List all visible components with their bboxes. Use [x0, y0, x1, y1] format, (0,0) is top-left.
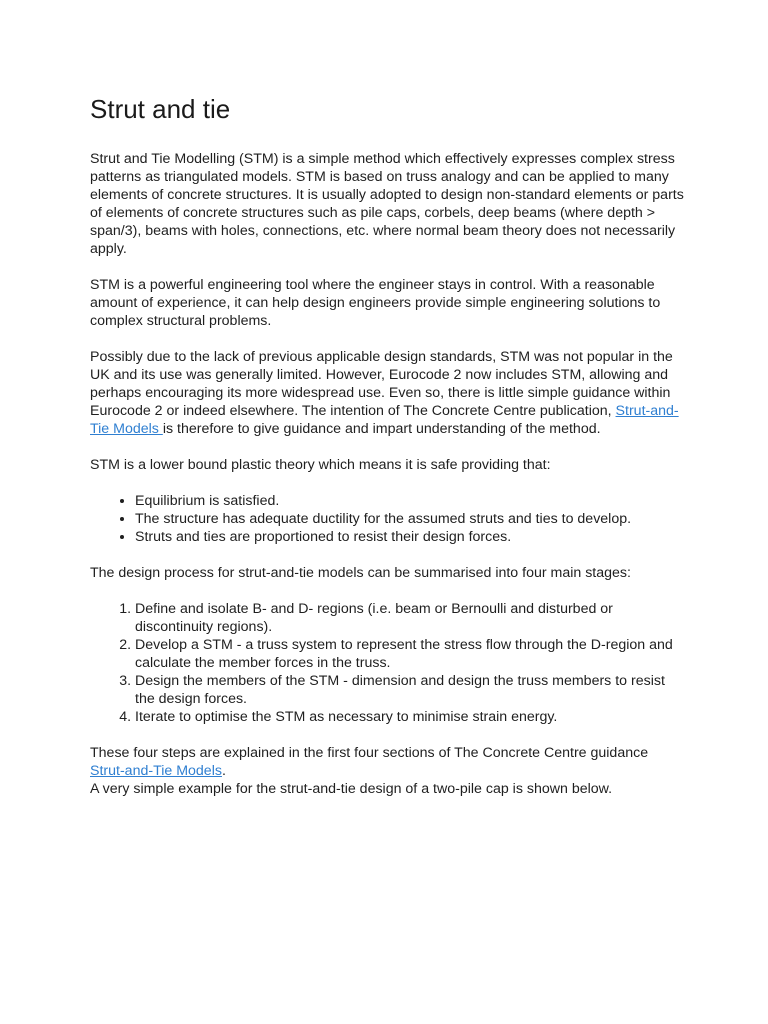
list-item: 1. Define and isolate B- and D- regions (i.e. beam or Bernoulli and disturbed or discontinuity regions).: [135, 600, 686, 636]
list-item: • The structure has adequate ductility for the assumed struts and ties to develop.: [135, 510, 686, 528]
example-paragraph: A very simple example for the strut-and-tie design of a two-pile cap is shown below.: [90, 781, 613, 797]
list-item: • Equilibrium is satisfied.: [135, 492, 686, 510]
four-steps-text-before: These four steps are explained in the first four sections of The Concrete Centre guidance: [90, 745, 649, 761]
strut-and-tie-models-guidance-link[interactable]: Strut-and-Tie Models: [90, 763, 222, 779]
four-steps-paragraph: [90, 744, 686, 780]
list-item: 4. Iterate to optimise the STM as necessary to minimise strain energy.: [135, 708, 686, 726]
four-steps-text-after: .: [221, 763, 226, 779]
list-item: • Struts and ties are proportioned to resist their design forces.: [135, 528, 686, 546]
document-page: [90, 92, 686, 798]
lower-bound-paragraph: STM is a lower bound plastic theory which means it is safe providing that:: [90, 457, 551, 473]
strut-and-tie-models-link[interactable]: Strut-and-Tie Models: [90, 403, 679, 437]
history-text-after: is therefore to give guidance and impart understanding of the method.: [162, 421, 601, 437]
history-text-before: Possibly due to the lack of previous applicable design standards, STM was not popular in the UK and its use was generally limited. However, Eurocode 2 now includes STM, allowing and perhaps encouraging its more widespread use. Even so, there is little simple guidance within Eurocode 2 or indeed elsewhere. The intention of The Concrete Centre publication,: [90, 349, 673, 419]
page-title: Strut and tie: [90, 94, 231, 124]
design-process-paragraph: The design process for strut-and-tie models can be summarised into four main stages:: [90, 565, 631, 581]
intro-paragraph: Strut and Tie Modelling (STM) is a simple method which effectively expresses complex stress patterns as triangulated models. STM is based on truss analogy and can be applied to many elements of concrete structures. It is usually adopted to design non-standard elements or parts of elements of concrete structures such as pile caps, corbels, deep beams (where depth > span/3), beams with holes, connections, etc. where normal beam theory does not necessarily apply.: [90, 151, 684, 257]
stm-tool-paragraph: STM is a powerful engineering tool where the engineer stays in control. With a reasonable amount of experience, it can help design engineers provide simple engineering solutions to complex structural problems.: [90, 277, 661, 329]
list-item: 3. Design the members of the STM - dimension and design the truss members to resist the design forces.: [135, 672, 686, 708]
stages-list: [90, 600, 686, 726]
conditions-list: [90, 492, 686, 546]
list-item: 2. Develop a STM - a truss system to represent the stress flow through the D-region and calculate the member forces in the truss.: [135, 636, 686, 672]
history-paragraph: [90, 348, 686, 438]
